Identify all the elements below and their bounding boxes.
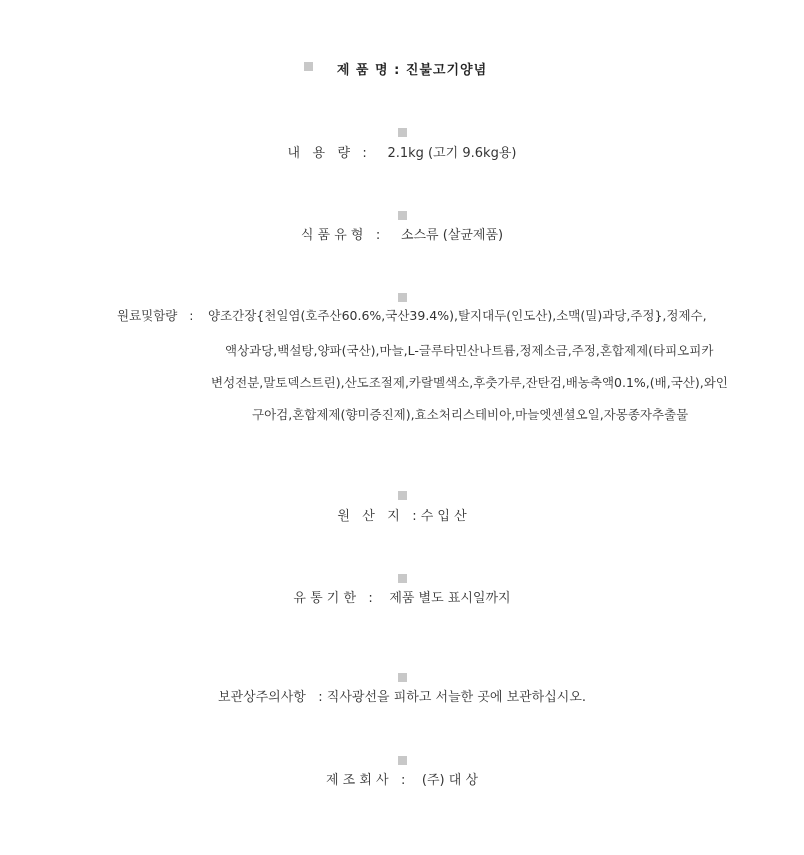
volume-value: 2.1kg (고기 9.6kg용) [387,146,517,161]
origin-value: 수 입 산 [420,509,467,524]
ingredients-line: 변성전분,말토덱스트린),산도조절제,카랄멜색소,후춧가루,잔탄검,배농축액0.1%,(배,국산),와인 [211,375,728,390]
storage-label: 보관상주의사항 : [217,690,323,705]
product-name-value: 진불고기양념 [405,63,488,78]
manufacturer-row [0,769,804,788]
bullet-square [398,211,407,220]
origin-row [0,505,804,524]
storage-value: 직사광선을 피하고 서늘한 곳에 보관하십시오. [326,690,587,705]
bullet-square [398,574,407,583]
manufacturer-value: (주) 대 상 [421,773,479,788]
bullet-square [398,128,407,137]
bullet-square [398,491,407,500]
origin-label: 원 산 지 : [337,509,417,524]
ingredients-line: 양조간장{천일염(호주산60.6%,국산39.4%),탈지대두(인도산),소맥(밀)과당,주정},정제수, [208,308,707,323]
bullet-square [398,756,407,765]
ingredients-label: 원료및함량 : [117,308,194,323]
bullet-square [398,293,407,302]
expiry-label: 유 통 기 한 : [293,591,373,606]
ingredients-line: 액상과당,백설탕,양파(국산),마늘,L-글루타민산나트륨,정제소금,주정,혼합제제(타피오피카 [225,343,714,358]
expiry-value: 제품 별도 표시일까지 [389,591,511,606]
volume-row [0,142,804,161]
storage-row [0,686,804,705]
food-type-value: 소스류 (살균제품) [400,228,504,243]
ingredients-line: 구아검,혼합제제(향미증진제),효소처리스테비아,마늘엣센셜오일,자몽종자추출물 [252,407,689,422]
bullet-square [398,673,407,682]
manufacturer-label: 제 조 회 사 : [325,773,406,788]
volume-label: 내 용 량 : [287,146,367,161]
food-type-label: 식 품 유 형 : [300,228,381,243]
expiry-row [0,587,804,606]
product-name-label: 제 품 명 : [336,63,401,78]
product-name-row [0,59,804,78]
food-type-row [0,224,804,243]
